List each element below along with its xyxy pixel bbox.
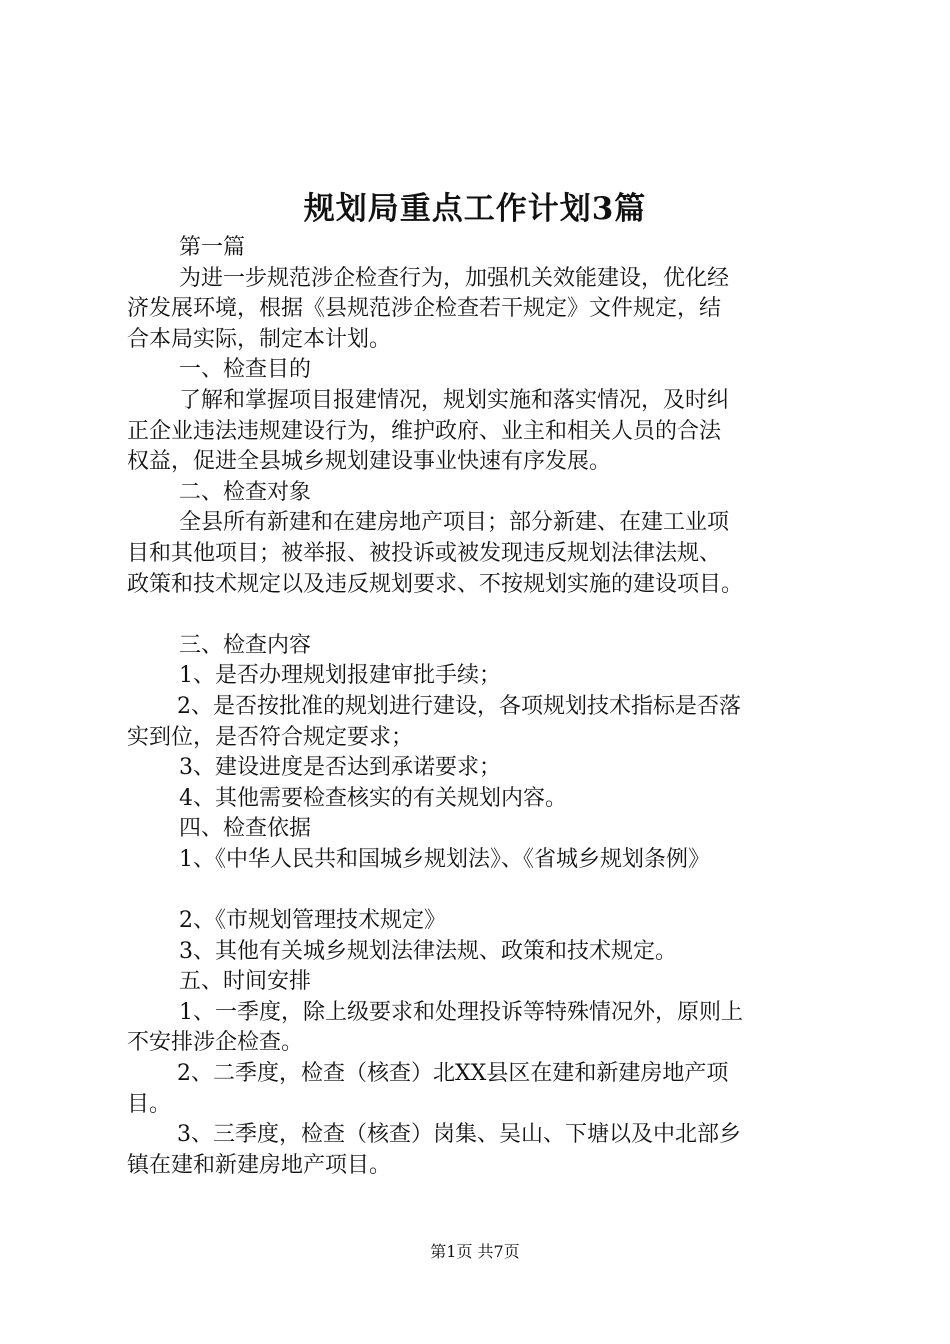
list-item: 1、是否办理规划报建审批手续； [179, 663, 501, 689]
paragraph-line: 实到位，是否符合规定要求； [127, 724, 414, 750]
blank-line [127, 600, 847, 631]
paragraph-line: 合本局实际，制定本计划。 [127, 326, 392, 352]
paragraph-line: 正企业违法违规建设行为，维护政府、业主和相关人员的合法 [127, 418, 722, 444]
paragraph-line: 不安排涉企检查。 [127, 1030, 304, 1056]
page-number-footer: 第1页 共7页 [430, 1242, 520, 1261]
list-item: 2、二季度，检查（核查）北XX县区在建和新建房地产项 [177, 1061, 729, 1087]
paragraph-line: 济发展环境，根据《县规范涉企检查若干规定》文件规定，结 [127, 296, 722, 322]
document-title: 规划局重点工作计划3篇 [303, 191, 647, 227]
paragraph-line: 目和其他项目；被举报、被投诉或被发现违反规划法律法规、 [127, 540, 722, 566]
paragraph-line: 镇在建和新建房地产项目。 [127, 1152, 392, 1178]
paragraph-line: 目。 [127, 1091, 172, 1117]
list-item: 1、一季度，除上级要求和处理投诉等特殊情况外，原则上 [179, 999, 743, 1025]
paragraph-line: 了解和掌握项目报建情况，规划实施和落实情况，及时纠 [179, 387, 730, 413]
list-item: 2、是否按批准的规划进行建设，各项规划技术指标是否落 [177, 693, 741, 719]
paragraph-line: 为进一步规范涉企检查行为，加强机关效能建设，优化经 [179, 265, 730, 291]
section-heading: 四、检查依据 [179, 816, 312, 842]
section-heading: 第一篇 [179, 235, 246, 260]
list-item: 4、其他需要检查核实的有关规划内容。 [179, 785, 567, 811]
section-heading: 五、时间安排 [179, 969, 312, 995]
list-item: 3、其他有关城乡规划法律法规、政策和技术规定。 [179, 938, 677, 964]
section-heading: 三、检查内容 [179, 632, 312, 658]
paragraph-line: 政策和技术规定以及违反规划要求、不按规划实施的建设项目。 [127, 571, 744, 597]
section-heading: 一、检查目的 [179, 357, 312, 383]
section-heading: 二、检查对象 [179, 479, 312, 505]
list-item: 3、建设进度是否达到承诺要求； [179, 755, 501, 781]
list-item: 1、《中华人民共和国城乡规划法》、《省城乡规划条例》 [179, 846, 710, 872]
blank-line [127, 875, 847, 906]
paragraph-line: 全县所有新建和在建房地产项目；部分新建、在建工业项 [179, 510, 730, 536]
paragraph-line: 权益，促进全县城乡规划建设事业快速有序发展。 [127, 449, 612, 475]
document-body [127, 233, 847, 1181]
list-item: 2、《市规划管理技术规定》 [179, 908, 446, 934]
list-item: 3、三季度，检查（核查）岗集、吴山、下塘以及中北部乡 [177, 1122, 741, 1148]
